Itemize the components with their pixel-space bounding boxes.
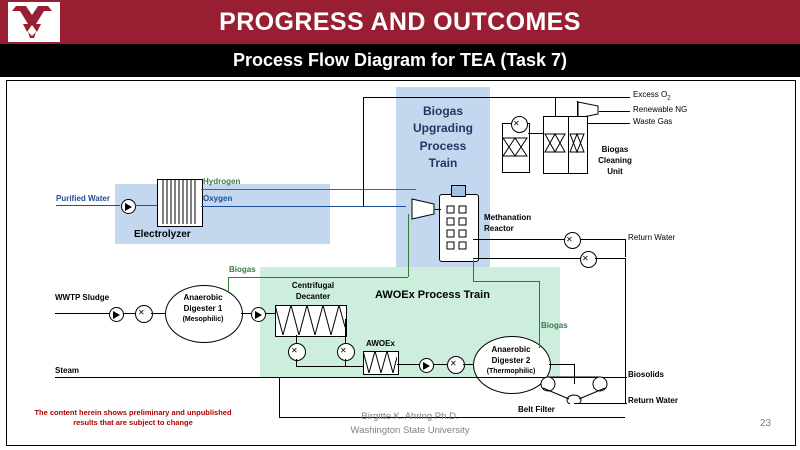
biogas-2-riser <box>539 333 540 348</box>
cleaning-column-3-packing <box>569 133 585 153</box>
electrolyzer-label: Electrolyzer <box>134 229 191 240</box>
awoex-out-line <box>397 364 419 365</box>
awoex-train-title: AWOEx Process Train <box>375 289 490 301</box>
return-water-bottom-label: Return Water <box>628 396 678 405</box>
decanter-to-awoex-line <box>296 366 363 367</box>
return-water-valve-glyph: ✕ <box>566 235 573 244</box>
oxygen-riser <box>363 97 364 206</box>
centrifugal-decanter-label: Centrifugal Decanter <box>291 281 335 301</box>
belt-filter-label: Belt Filter <box>518 405 555 414</box>
sludge-pump-icon <box>109 307 124 322</box>
biosolids-label: Biosolids <box>628 370 665 379</box>
methanation-reactor-cap <box>451 185 466 197</box>
decanter-valve-1-glyph: ✕ <box>291 346 298 355</box>
hydrogen-label: Hydrogen <box>203 177 241 186</box>
wwtp-sludge-line <box>55 313 109 314</box>
oxygen-line <box>201 206 406 207</box>
decanter-screw-icon <box>275 305 345 335</box>
slide-subheader <box>0 44 800 77</box>
biosolids-line <box>605 377 627 378</box>
return-water-pump2-line <box>595 258 625 259</box>
return-water-lower-line <box>473 258 580 259</box>
return-water-top-label: Return Water <box>628 233 676 242</box>
cleaning-col2-top-riser <box>555 97 556 116</box>
renewable-ng-label: Renewable NG <box>633 105 688 114</box>
header-title: PROGRESS AND OUTCOMES <box>219 7 581 36</box>
biogas-2-label: Biogas <box>541 321 568 330</box>
biogas-1-riser <box>228 277 229 293</box>
decanter-valve-2-glyph: ✕ <box>340 346 347 355</box>
decanter-feed-pump-icon <box>251 307 266 322</box>
purified-water-label: Purified Water <box>56 194 110 203</box>
biogas-upgrading-title: Biogas Upgrading Process Train <box>413 104 473 171</box>
process-flow-diagram <box>6 80 796 446</box>
waste-gas-line <box>582 123 630 124</box>
return-water-bottom-line <box>574 403 627 404</box>
biogas-cleaning-unit-label: Biogas Cleaning Unit <box>598 145 632 176</box>
steam-label: Steam <box>55 366 80 375</box>
electrolyzer-plates <box>159 179 199 225</box>
awoex-unit-internals <box>363 351 397 373</box>
wwtp-sludge-label: WWTP Sludge <box>55 293 110 302</box>
subheader-title: Process Flow Diagram for TEA (Task 7) <box>232 50 568 70</box>
valve1-to-awoex-riser <box>296 359 297 367</box>
sludge-mixer-glyph: ✕ <box>138 308 145 317</box>
return-water-pump2-glyph: ✕ <box>582 254 589 263</box>
pump-to-electrolyzer-line <box>135 205 157 206</box>
recycle-right-riser <box>625 258 626 403</box>
purified-water-line <box>56 205 120 206</box>
oxygen-top-line <box>363 97 515 98</box>
biogas-2-top-line <box>473 281 539 282</box>
page-number: 23 <box>760 418 772 429</box>
renewable-ng-line <box>599 111 630 112</box>
excess-o2-label: Excess $O_2$ <box>633 90 671 102</box>
anaerobic-digester-1-label: Anaerobic Digester 1 (Mesophilic) <box>182 293 224 323</box>
belt-feed-drop <box>574 364 575 384</box>
digester1-out-line <box>241 313 251 314</box>
purified-water-pump-icon <box>121 199 136 214</box>
return-water-top-line <box>473 239 625 240</box>
compressor-to-reactor-line <box>435 209 441 210</box>
excess-o2-line <box>562 97 630 98</box>
biogas-2-to-reactor <box>473 260 474 282</box>
cleaning-column-2-packing <box>544 133 566 153</box>
mixer-to-digester2-line <box>463 364 473 365</box>
decanter-drop-1 <box>296 335 297 343</box>
cleaning-col3-top-riser <box>577 101 578 116</box>
slide-header <box>0 0 800 44</box>
anaerobic-digester-2-label: Anaerobic Digester 2 (Thermophilic) <box>486 345 536 375</box>
hydrogen-line <box>201 189 416 190</box>
decanter-drop-2 <box>345 319 346 343</box>
biogas-2-vert <box>539 281 540 333</box>
cleaning-pump-glyph: ✕ <box>513 119 520 128</box>
biogas-1-to-compressor <box>408 214 409 277</box>
cleaning-connector-1 <box>528 133 543 134</box>
cleaning-column-1-packing <box>502 137 528 157</box>
methanation-reactor-label: Methanation Reactor <box>484 213 532 233</box>
awoex-pump-icon <box>419 358 434 373</box>
disclaimer-note: The content herein shows preliminary and unpublished results that are subject to change <box>34 408 232 428</box>
wsu-cougar-logo-icon <box>8 2 60 42</box>
awoex-pump-out-line <box>433 364 447 365</box>
oxygen-label: Oxygen <box>203 194 233 203</box>
recycle-left-drop <box>279 377 280 417</box>
biogas-1-label: Biogas <box>229 265 256 274</box>
waste-gas-label: Waste Gas <box>633 117 673 126</box>
methanation-reactor-internals <box>445 204 471 252</box>
digester2-to-belt-line <box>549 364 574 365</box>
awoex-label: AWOEx <box>366 339 395 348</box>
awoex-mixer-glyph: ✕ <box>450 359 457 368</box>
presenter-credit: Birgitte K. Ahring Ph.D. Washington State University <box>350 411 470 436</box>
sludge-pump-out-line <box>123 313 135 314</box>
return-water-top-drop <box>625 239 626 257</box>
biogas-1-line <box>228 277 408 278</box>
mixer-to-digester-line <box>151 313 165 314</box>
decanter-valve-2-out <box>345 359 346 366</box>
methanation-compressor-icon <box>411 198 435 220</box>
